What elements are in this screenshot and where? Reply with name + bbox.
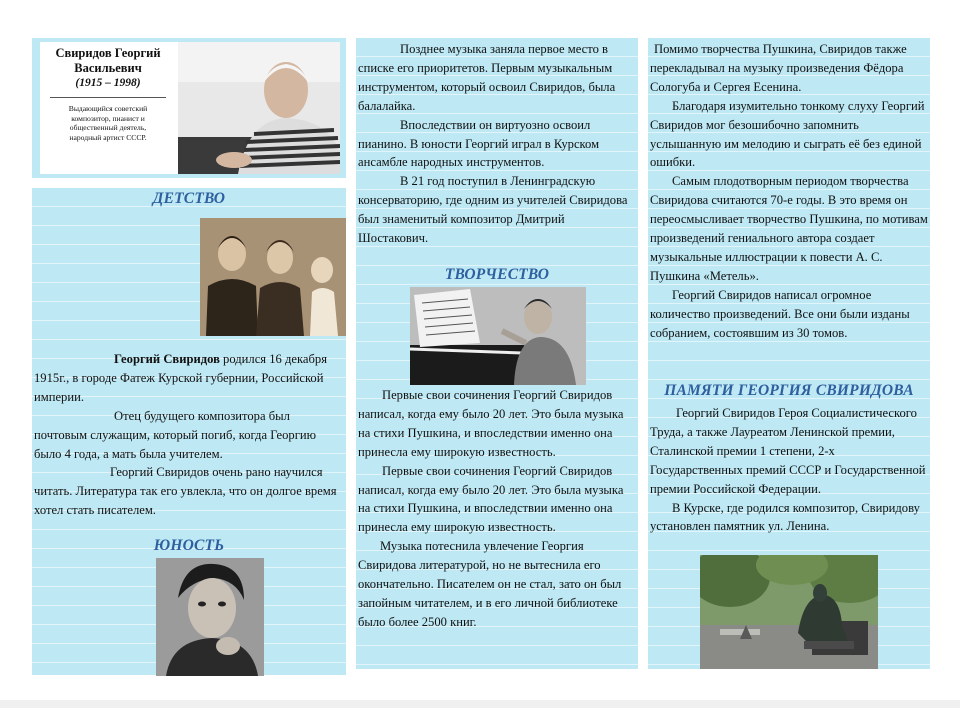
- childhood-para-1: [34, 350, 342, 407]
- middle-panel: [356, 38, 638, 669]
- right-para-3: Самым плодотворным периодом творчества Свиридова считаются 70-е годы. В это время он переосмысливает творчество Пушкина, по мотивам произведений гениального автора создает музыкальные иллюстрации к повести А. С. Пушкина «Метель».: [650, 174, 928, 283]
- youth-photo: [156, 558, 264, 676]
- middle-para-3: В 21 год поступил в Ленинградскую консерваторию, где одним из учителей Свиридова был знаменитый композитор Дмитрий Шостакович.: [358, 174, 628, 246]
- middle-para-1: Позднее музыка заняла первое место в списке его приоритетов. Первым музыкальным инструментом, который освоил Свиридов, была балалайка.: [358, 42, 616, 113]
- middle-para-6: Музыка потеснила увлечение Георгия Свиридова литературой, но не вытеснила его окончательно. Писателем он не стал, зато он был запойным читателем, и в его личной библиотеке было более 2500 книг.: [358, 539, 622, 629]
- monument-photo: [700, 555, 878, 669]
- middle-para-4: Первые свои сочинения Георгий Свиридов написал, когда ему было 20 лет. Это была музыка на стихи Пушкина, и впоследствии именно она принесла ему широкую известность.: [358, 388, 624, 459]
- header-inner: [40, 42, 340, 174]
- right-para-5: Георгий Свиридов Героя Социалистического Труда, а также Лауреатом Ленинской премии, Сталинской премии 1 степени, 2-х Государственных премий СССР и Государственной премии Российской Федерации.: [650, 406, 926, 496]
- right-text-top: [650, 40, 928, 343]
- bottom-strip: [0, 700, 960, 708]
- right-para-1: Помимо творчества Пушкина, Свиридов также перекладывал на музыку произведения Фёдора Сологуба и Сергея Есенина.: [650, 42, 907, 94]
- middle-para-2: Впоследствии он виртуозно освоил пианино. В юности Георгий играл в Курском ансамбле народных инструментов.: [358, 117, 600, 170]
- creativity-heading: ТВОРЧЕСТВО: [444, 266, 550, 283]
- childhood-text: [34, 350, 342, 520]
- middle-para-5: Первые свои сочинения Георгий Свиридов написал, когда ему было 20 лет. Это была музыка на стихи Пушкина, и впоследствии именно она принесла ему широкую известность.: [358, 463, 624, 535]
- composer-name-line1: Свиридов Георгий: [55, 46, 161, 60]
- right-text-bottom: [650, 404, 928, 536]
- composer-years: (1915 – 1998): [75, 77, 141, 89]
- family-photo: [200, 218, 346, 336]
- right-para-6: В Курске, где родился композитор, Свиридову установлен памятник ул. Ленина.: [650, 500, 920, 534]
- right-para-4: Георгий Свиридов написал огромное количество произведений. Все они были изданы собранием, состоявшим из 30 томов.: [650, 287, 910, 340]
- composer-description: Выдающийся советский композитор, пианист и общественный деятель, народный артист СССР.: [68, 104, 148, 142]
- name-block: [46, 46, 170, 142]
- youth-heading: ЮНОСТЬ: [153, 537, 225, 554]
- childhood-para-3: Георгий Свиридов очень рано научился читать. Литература так его увлекла, что он долгое время хотел стать писателем.: [34, 465, 337, 518]
- childhood-panel: [32, 188, 346, 675]
- middle-text-top: [358, 40, 636, 248]
- header-card: [32, 38, 346, 178]
- middle-text-bottom: [358, 386, 636, 632]
- right-panel: [648, 38, 930, 669]
- name-divider: [50, 97, 166, 98]
- portrait-photo: [178, 42, 340, 174]
- memory-heading: ПАМЯТИ ГЕОРГИЯ СВИРИДОВА: [664, 382, 914, 399]
- composer-name-line2: Васильевич: [74, 61, 142, 75]
- childhood-name-bold: Георгий Свиридов: [114, 352, 220, 366]
- childhood-para-2: Отец будущего композитора был почтовым служащим, который погиб, когда Георгию было 4 года, а мать была учителем.: [34, 408, 317, 461]
- childhood-heading: ДЕТСТВО: [152, 190, 226, 207]
- right-para-2: Благодаря изумительно тонкому слуху Георгий Свиридов мог безошибочно запомнить услышанную им мелодию и сыграть её без единой ошибки.: [650, 98, 925, 170]
- piano-photo: [410, 287, 586, 385]
- childhood-para-1-rest: родился 16 декабря 1915г., в городе Фатеж Курской губернии, Российской империи.: [34, 352, 327, 404]
